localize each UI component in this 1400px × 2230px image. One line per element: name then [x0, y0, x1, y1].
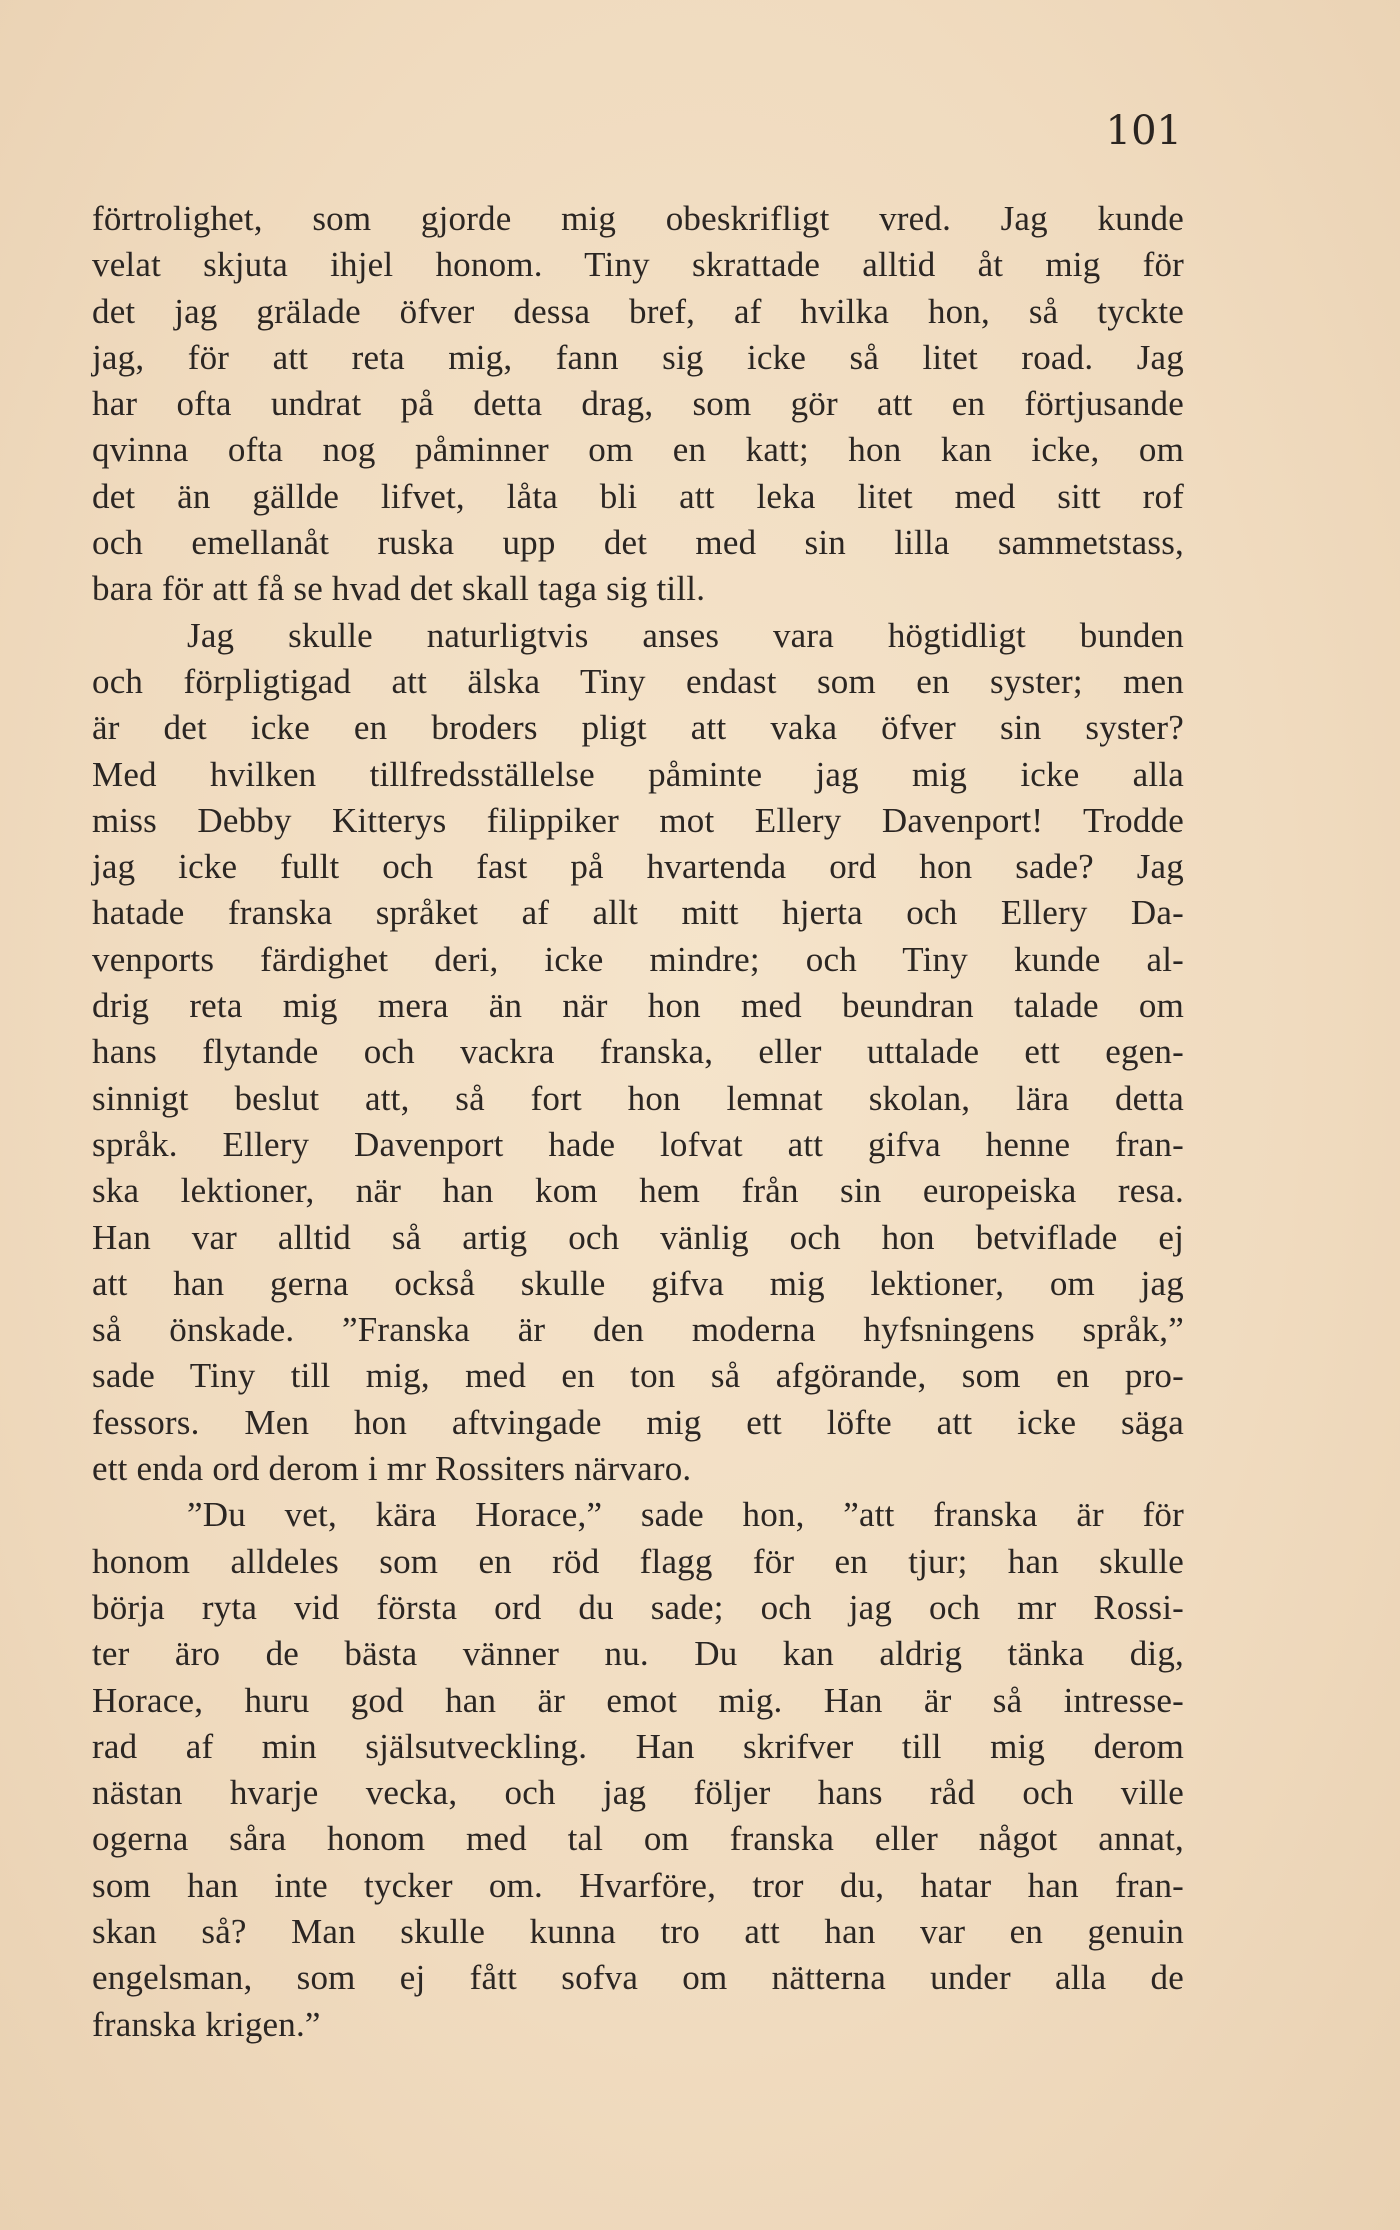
text-line: och förpligtigad att älska Tiny endast som en syster; men	[92, 661, 1184, 701]
text-line: rad af min själsutveckling. Han skrifver till mig derom	[92, 1726, 1184, 1766]
text-line: är det icke en broders pligt att vaka öfver sin syster?	[92, 708, 1184, 748]
text-line: Jag skulle naturligtvis anses vara högtidligt bunden	[187, 615, 1184, 655]
text-line: Han var alltid så artig och vänlig och hon betviflade ej	[92, 1217, 1184, 1257]
text-line: har ofta undrat på detta drag, som gör att en förtjusande	[92, 384, 1184, 424]
text-line: börja ryta vid första ord du sade; och jag och mr Rossi-	[92, 1587, 1184, 1627]
text-line: nästan hvarje vecka, och jag följer hans råd och ville	[92, 1773, 1184, 1813]
text-line: ”Du vet, kära Horace,” sade hon, ”att franska är för	[187, 1495, 1184, 1535]
body-text	[92, 196, 1184, 2048]
text-line: ogerna såra honom med tal om franska eller något annat,	[92, 1819, 1184, 1859]
text-line: Horace, huru god han är emot mig. Han är så intresse-	[92, 1680, 1184, 1720]
text-line: qvinna ofta nog påminner om en katt; hon kan icke, om	[92, 430, 1184, 470]
text-line: ska lektioner, när han kom hem från sin europeiska resa.	[92, 1171, 1184, 1211]
text-line: sade Tiny till mig, med en ton så afgörande, som en pro-	[92, 1356, 1184, 1396]
text-line: att han gerna också skulle gifva mig lektioner, om jag	[92, 1263, 1184, 1303]
text-line: bara för att få se hvad det skall taga sig till.	[92, 569, 706, 609]
text-line: det än gällde lifvet, låta bli att leka litet med sitt rof	[92, 476, 1184, 516]
text-line: sinnigt beslut att, så fort hon lemnat skolan, lära detta	[92, 1078, 1184, 1118]
text-line: skan så? Man skulle kunna tro att han var en genuin	[92, 1911, 1184, 1951]
text-line: venports färdighet deri, icke mindre; och Tiny kunde al-	[92, 939, 1184, 979]
text-line: franska krigen.”	[92, 2004, 321, 2044]
text-line: fessors. Men hon aftvingade mig ett löfte att icke säga	[92, 1402, 1184, 1442]
text-line: och emellanåt ruska upp det med sin lilla sammetstass,	[92, 523, 1184, 563]
text-line: jag, för att reta mig, fann sig icke så litet road. Jag	[92, 337, 1184, 377]
text-line: hatade franska språket af allt mitt hjerta och Ellery Da-	[92, 893, 1184, 933]
text-line: Med hvilken tillfredsställelse påminte jag mig icke alla	[92, 754, 1184, 794]
text-line: engelsman, som ej fått sofva om nätterna under alla de	[92, 1958, 1184, 1998]
text-line: språk. Ellery Davenport hade lofvat att gifva henne fran-	[92, 1124, 1184, 1164]
text-line: miss Debby Kitterys filippiker mot Ellery Davenport! Trodde	[92, 800, 1184, 840]
page-number: 101	[1105, 108, 1182, 154]
text-line: ter äro de bästa vänner nu. Du kan aldrig tänka dig,	[92, 1634, 1184, 1674]
text-line: honom alldeles som en röd flagg för en tjur; han skulle	[92, 1541, 1184, 1581]
text-line: ett enda ord derom i mr Rossiters närvaro.	[92, 1449, 692, 1489]
text-line: förtrolighet, som gjorde mig obeskrifligt vred. Jag kunde	[92, 199, 1184, 238]
text-line: hans flytande och vackra franska, eller uttalade ett egen-	[92, 1032, 1184, 1072]
text-line: velat skjuta ihjel honom. Tiny skrattade alltid åt mig för	[92, 245, 1184, 285]
text-line: som han inte tycker om. Hvarföre, tror du, hatar han fran-	[92, 1865, 1184, 1905]
text-line: jag icke fullt och fast på hvartenda ord hon sade? Jag	[92, 847, 1184, 887]
text-line: drig reta mig mera än när hon med beundran talade om	[92, 986, 1184, 1026]
text-line: så önskade. ”Franska är den moderna hyfsningens språk,”	[92, 1310, 1184, 1350]
text-line: det jag grälade öfver dessa bref, af hvilka hon, så tyckte	[92, 291, 1184, 331]
